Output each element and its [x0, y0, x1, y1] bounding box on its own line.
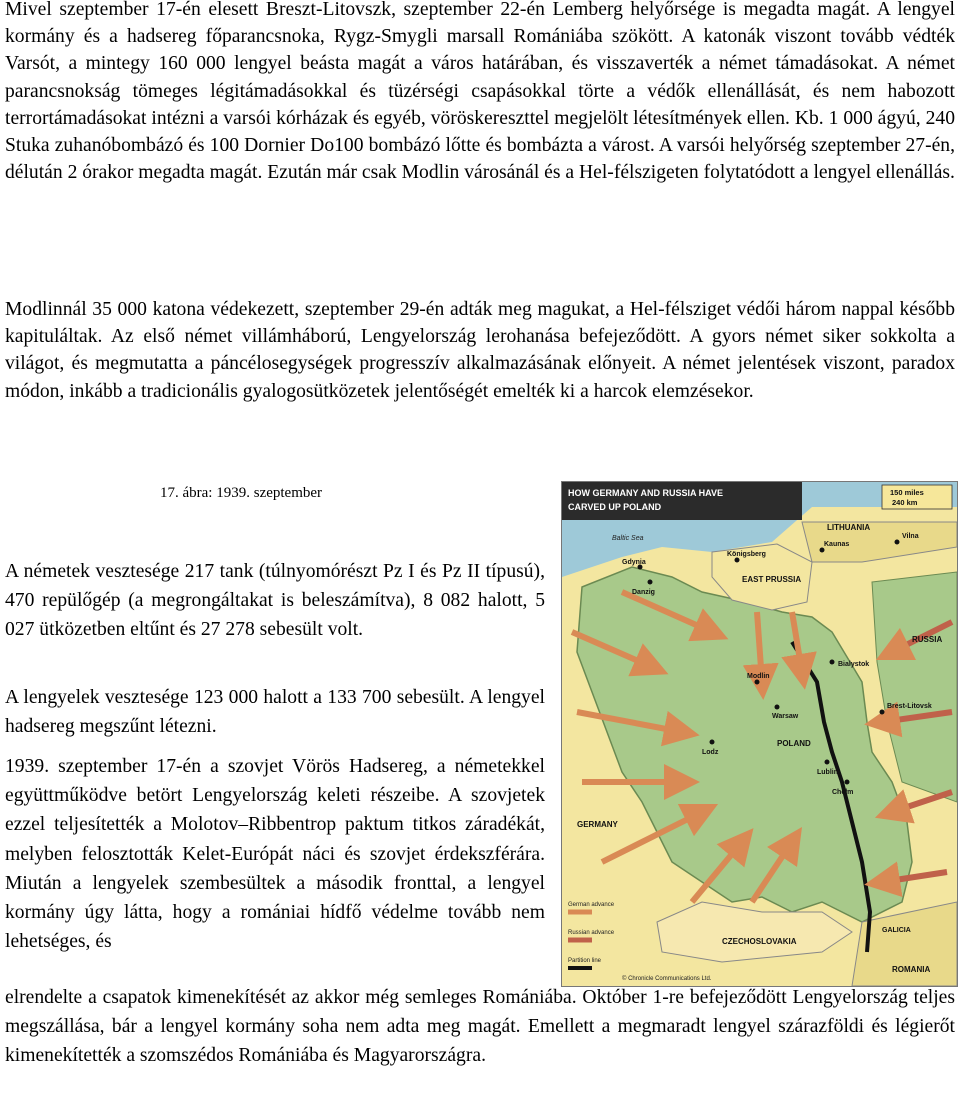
paragraph-polish-losses: A lengyelek vesztesége 123 000 halott a 133 700 sebesült. A lengyel hadsereg megszűnt létezni. — [5, 687, 545, 738]
legend-russian-label: Russian advance — [568, 930, 615, 936]
label-chelm: Chełm — [832, 789, 854, 796]
label-east-prussia: EAST PRUSSIA — [742, 575, 802, 584]
map-svg — [562, 482, 957, 986]
city-dot-modlin — [755, 680, 760, 685]
label-baltic: Baltic Sea — [612, 535, 644, 542]
paragraph-soviet-invasion: 1939. szeptember 17-én a szovjet Vörös Hadsereg, a németekkel együttműködve betört Lengyelország keleti részeibe. A szovjetek ezzel teljesítették a Molotov–Ribbentrop paktum titkos záradékát, melyben felosztották Kelet-Európát náci és szovjet érdekszférára. Miután a lengyelek szembesültek a második fronttal, a lengyel kormány úgy látta, hogy a romániai hídfő védelme tovább nem lehetséges, és — [5, 756, 545, 953]
label-konigsberg: Königsberg — [727, 551, 766, 558]
scale-miles: 150 miles — [890, 488, 924, 497]
label-vilna: Vilna — [902, 533, 919, 540]
map-title-1: HOW GERMANY AND RUSSIA HAVE — [568, 488, 724, 498]
label-czecho: CZECHOSLOVAKIA — [722, 937, 797, 946]
label-bialystok: Bialystok — [838, 661, 870, 668]
city-dot-chelm — [845, 780, 850, 785]
city-dot-vilna — [895, 540, 900, 545]
city-dot-konigsberg — [735, 558, 740, 563]
label-poland: POLAND — [777, 739, 811, 748]
paragraph-1: Mivel szeptember 17-én elesett Breszt-Litovszk, szeptember 22-én Lemberg helyőrsége is megadta magát. A lengyel kormány és a hadsereg főparancsnoka, Rygz-Smygli marsall Romániába szökött. A katonák viszont tovább védték Varsót, a mintegy 160 000 lengyel beásta magát a város határában, és visszaverték a német támadásokat. A német parancsnokság tömeges légitámadásokkal és tüzérségi csapásokkal törte a védők ellenállását, és nem habozott terrortámadásokat intézni a varsói kórházak és egyéb, vöröskereszttel megjelölt létesítmények ellen. Kb. 1 000 ágyú, 240 Stuka zuhanóbombázó és 100 Dornier Do100 bombázó lőtte és bombázta a várost. A varsói helyőrség szeptember 27-én, délután 2 órakor megadta magát. Ezután már csak Modlin városánál és a Hel-félszigeten folytatódott a lengyel ellenállás. — [5, 0, 955, 184]
paragraph-german-losses: A németek vesztesége 217 tank (túlnyomórészt Pz I és Pz II típusú), 470 repülőgép (a megrongáltakat is beleszámítva), 8 082 halott, 5 027 ütközetben eltűnt és 27 278 sebesült volt. — [5, 561, 545, 641]
figure-caption: 17. ábra: 1939. szeptember — [160, 485, 323, 501]
legend-partition-label: Partition line — [568, 958, 602, 964]
map-title-2: CARVED UP POLAND — [568, 502, 662, 512]
label-lublin: Lublin — [817, 769, 838, 776]
label-russia: RUSSIA — [912, 635, 943, 644]
label-warsaw: Warsaw — [772, 713, 799, 720]
label-germany: GERMANY — [577, 820, 618, 829]
paragraph-conclusion: elrendelte a csapatok kimenekítését az akkor még semleges Romániába. Október 1-re befejeződött Lengyelország teljes megszállása, bár a lengyel kormány soha nem adta meg magát. Emellett a megmaradt lengyel szárazföldi és légierőt kimenekítették a szomszédos Romániába és Magyarországra. — [5, 987, 955, 1066]
label-romania: ROMANIA — [892, 965, 931, 974]
label-galicia: GALICIA — [882, 927, 911, 934]
legend-german-label: German advance — [568, 902, 615, 908]
city-dot-warsaw — [775, 705, 780, 710]
label-gdynia: Gdynia — [622, 559, 646, 566]
label-lithuania: LITHUANIA — [827, 523, 871, 532]
scale-km: 240 km — [892, 498, 918, 507]
label-danzig: Danzig — [632, 589, 655, 596]
poland-partition-map — [561, 481, 958, 987]
city-dot-lodz — [710, 740, 715, 745]
label-lodz: Lodz — [702, 749, 719, 756]
paragraph-2: Modlinnál 35 000 katona védekezett, szeptember 29-én adták meg magukat, a Hel-félsziget védői három nappal később kapituláltak. Az első német villámháború, Lengyelország lerohanása befejeződött. A gyors német siker sokkolta a világot, és megmutatta a páncélosegységek progresszív alkalmazásának előnyeit. A német jelentések viszont, paradox módon, inkább a tradicionális gyalogosütközetek jelentőségét emelték ki a harcok elemzésekor. — [5, 299, 955, 402]
city-dot-lublin — [825, 760, 830, 765]
label-brest: Brest-Litovsk — [887, 703, 932, 710]
city-dot-danzig — [648, 580, 653, 585]
label-kaunas: Kaunas — [824, 541, 850, 548]
label-modlin: Modlin — [747, 673, 770, 680]
city-dot-brest — [880, 710, 885, 715]
map-credit: © Chronicle Communications Ltd. — [622, 976, 712, 982]
city-dot-bialystok — [830, 660, 835, 665]
city-dot-kaunas — [820, 548, 825, 553]
